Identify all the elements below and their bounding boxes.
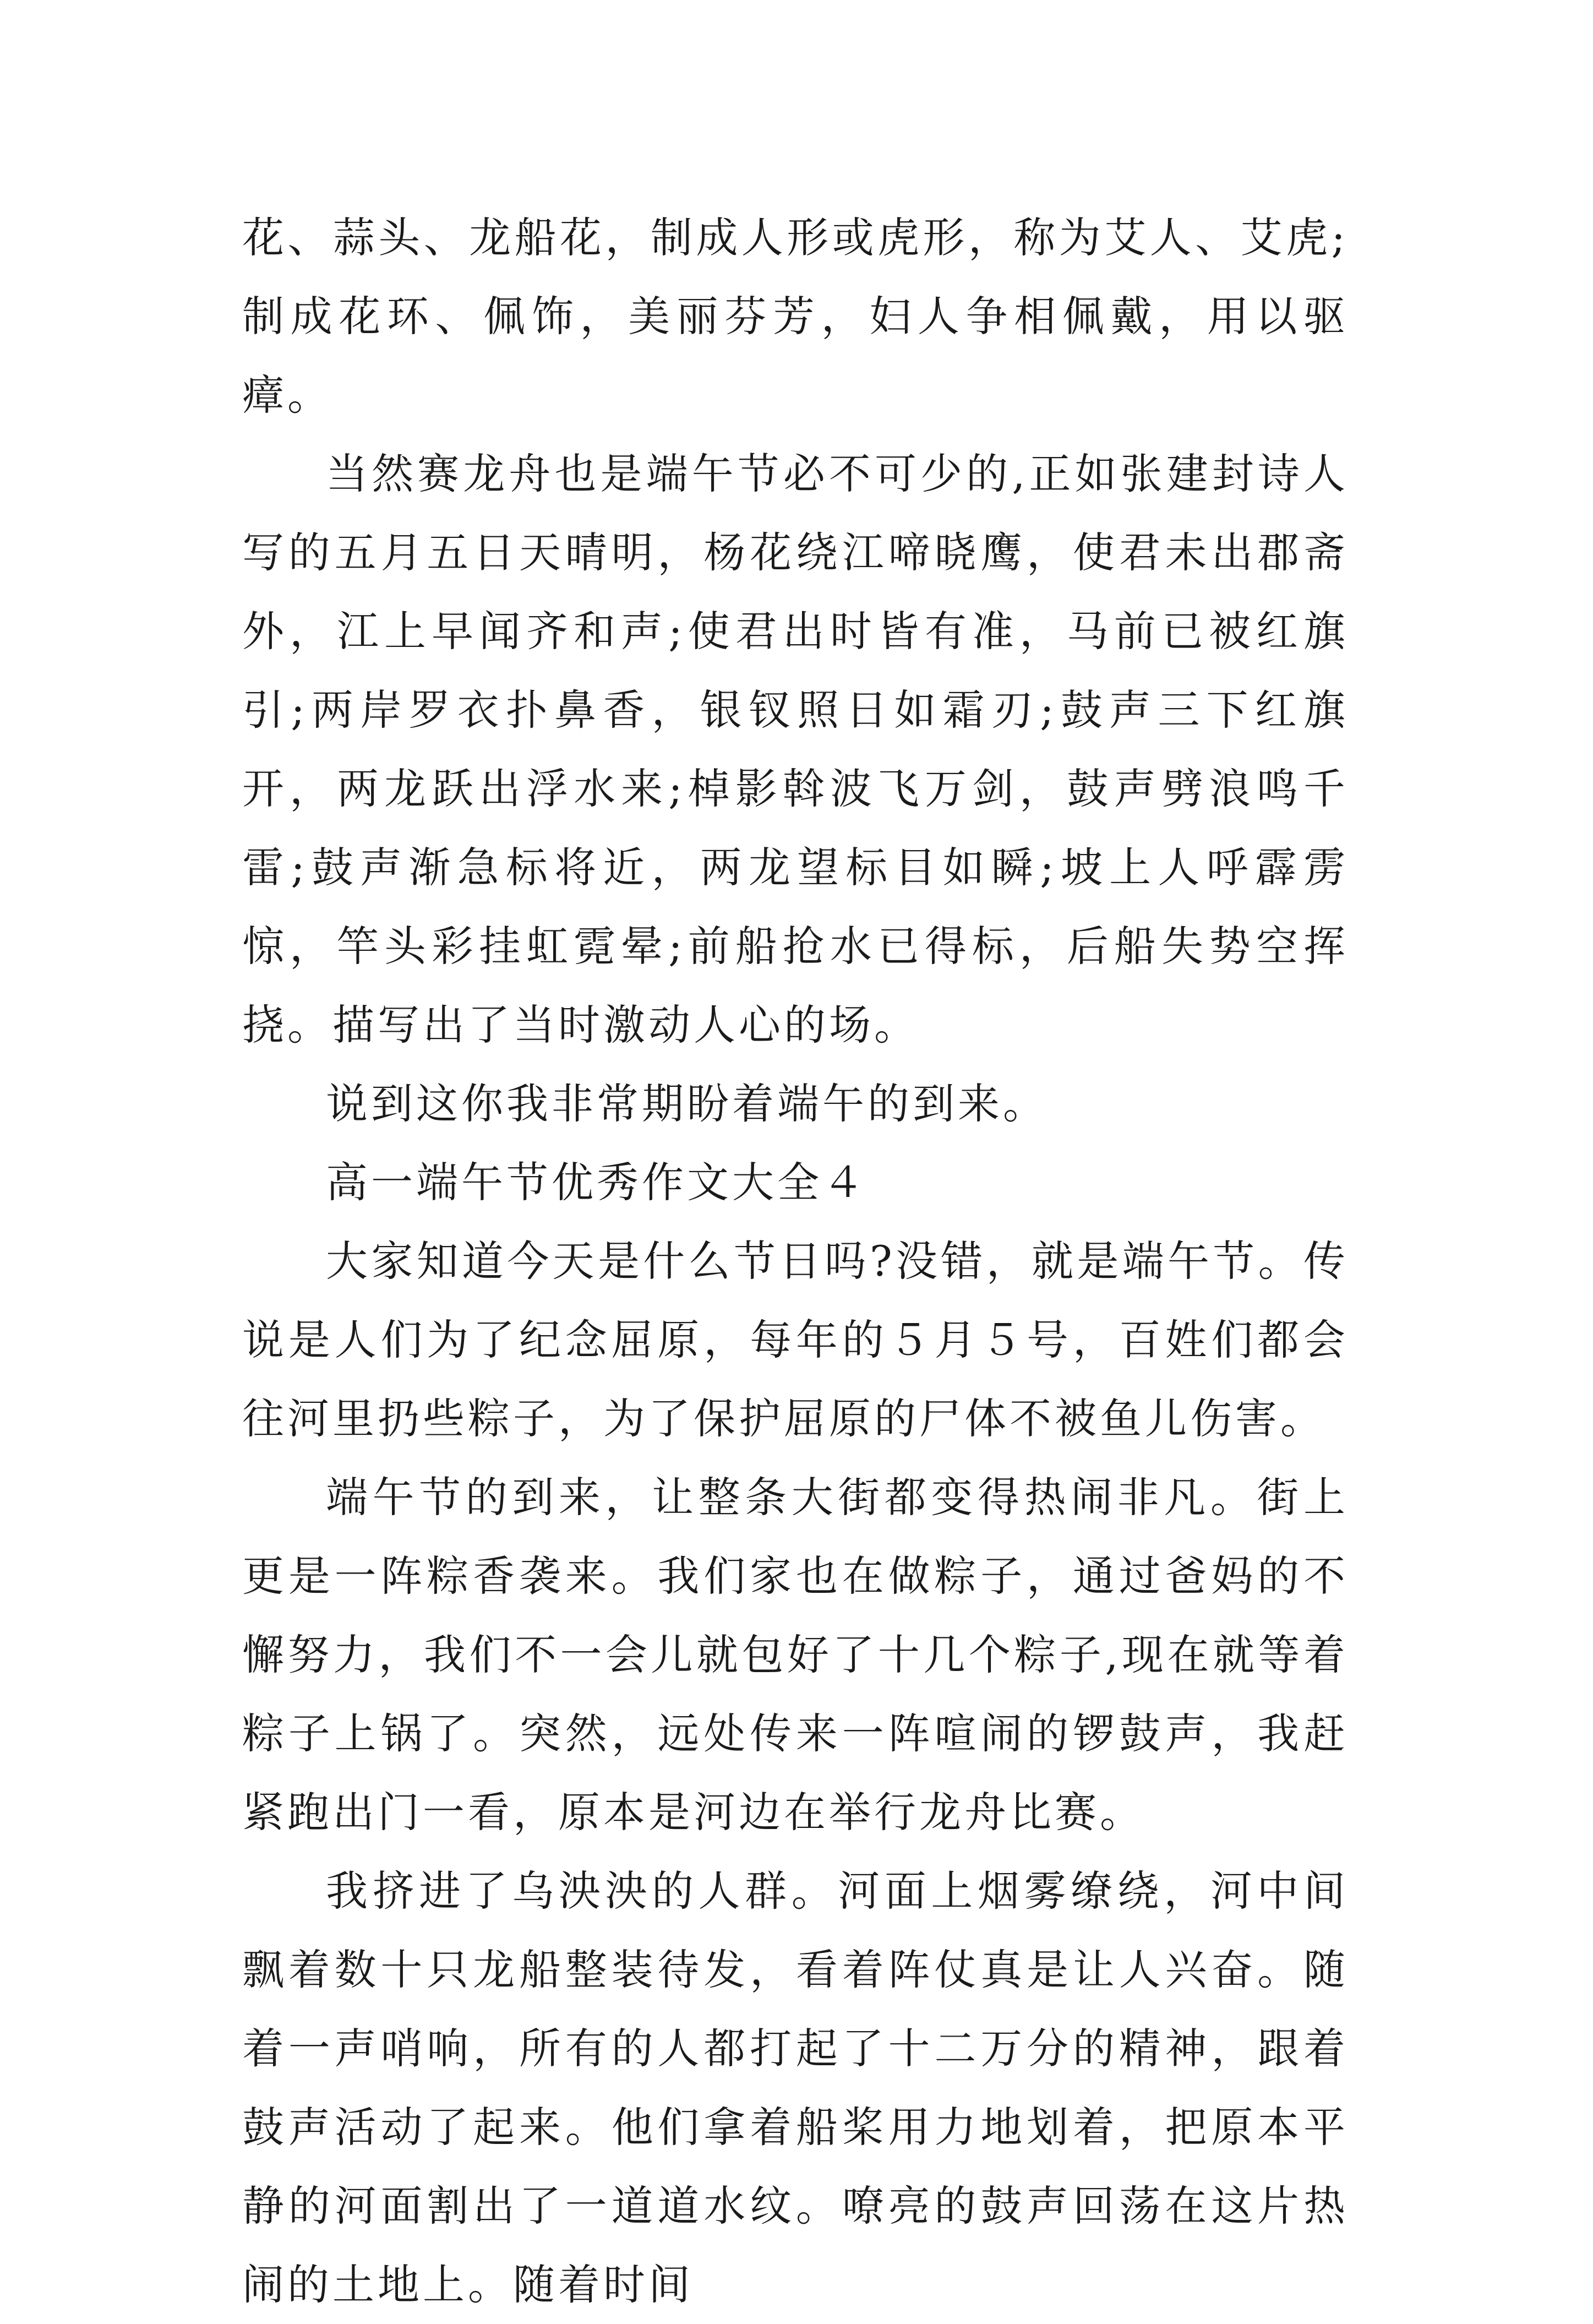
paragraph-6: 端午节的到来，让整条大街都变得热闹非凡。街上更是一阵粽香袭来。我们家也在做粽子，通过爸妈的不懈努力，我们不一会儿就包好了十几个粽子,现在就等着粽子上锅了。突然，远处传来一阵喧闹的锣鼓声，我赶紧跑出门一看，原本是河边在举行龙舟比赛。 (242, 1473, 1349, 1837)
section-heading: 高一端午节优秀作文大全４ (326, 1158, 868, 1207)
paragraph-3: 说到这你我非常期盼着端午的到来。 (326, 1079, 1048, 1128)
paragraph-7: 我挤进了乌泱泱的人群。河面上烟雾缭绕，河中间飘着数十只龙船整装待发，看着阵仗真是让人兴奋。随着一声哨响，所有的人都打起了十二万分的精神，跟着鼓声活动了起来。他们拿着船桨用力地划着，把原本平静的河面割出了一道道水纹。嘹亮的鼓声回荡在这片热闹的土地上。随着时间 (242, 1866, 1349, 2309)
document-body (242, 198, 1349, 2324)
paragraph-1: 花、蒜头、龙船花，制成人形或虎形，称为艾人、艾虎;制成花环、佩饰，美丽芬芳，妇人争相佩戴，用以驱瘴。 (242, 213, 1349, 420)
paragraph-5: 大家知道今天是什么节日吗?没错，就是端午节。传说是人们为了纪念屈原，每年的５月５号，百姓们都会往河里扔些粽子，为了保护屈原的尸体不被鱼儿伤害。 (242, 1237, 1349, 1443)
paragraph-2: 当然赛龙舟也是端午节必不可少的,正如张建封诗人写的五月五日天晴明，杨花绕江啼晓鹰，使君未出郡斋外，江上早闻齐和声;使君出时皆有准，马前已被红旗引;两岸罗衣扑鼻香，银钗照日如霜刃;鼓声三下红旗开，两龙跃出浮水来;棹影斡波飞万剑，鼓声劈浪鸣千雷;鼓声渐急标将近，两龙望标目如瞬;坡上人呼霹雳惊，竿头彩挂虹霓晕;前船抢水已得标，后船失势空挥挠。描写出了当时激动人心的场。 (242, 449, 1349, 1049)
